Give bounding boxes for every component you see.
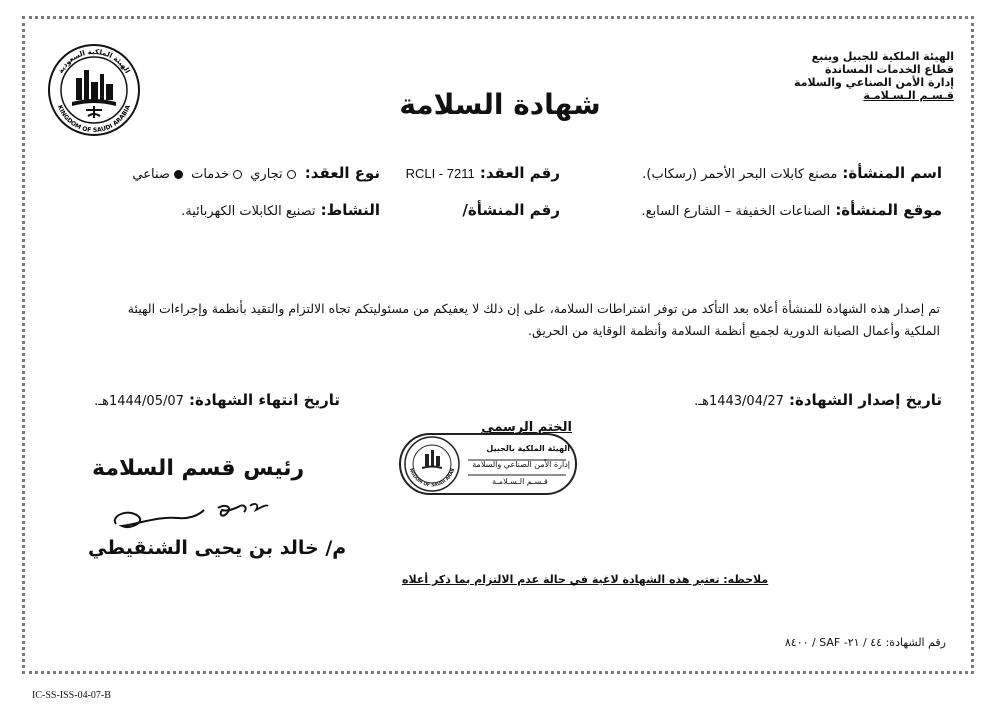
stamp-line-2: إدارة الأمن الصناعي والسلامة (472, 460, 570, 469)
contract-type-option-industrial[interactable]: صناعي (132, 167, 187, 182)
stamp-heading: الختم الرسمي (481, 420, 572, 435)
signatory-title: رئيس قسم السلامة (92, 456, 305, 481)
logo-english-ring: KINGDOM OF SAUDI ARABIA (56, 104, 132, 135)
activity-field (181, 200, 380, 219)
stamp-line-3: قـسـم الـسـلامـة (492, 477, 548, 486)
location-label: موقع المنشأة: (835, 201, 942, 219)
contract-type-label: نوع العقد: (304, 164, 380, 182)
activity-value: تصنيع الكابلات الكهربائية. (181, 204, 316, 219)
location-value: الصناعات الخفيفة – الشارع السابع. (641, 204, 831, 219)
facility-number-label: رقم المنشأة/ (462, 201, 560, 219)
official-stamp (398, 420, 578, 496)
handwritten-signature (108, 494, 278, 542)
stamp-ring-text: NGDOM OF SAUDI ARAB (407, 467, 457, 489)
authority-line-2: قطاع الخدمات المساندة (825, 63, 954, 76)
activity-label: النشاط: (320, 201, 380, 219)
body-line-2: الملكية وأعمال الصيانة الدورية لجميع أنظمة السلامة وأنظمة الوقاية من الحريق. (528, 323, 940, 338)
certificate-number-field (785, 636, 946, 649)
facility-name-value: مصنع كابلات البحر الأحمر (رسكاب). (642, 167, 838, 182)
radio-services-icon[interactable] (233, 170, 242, 179)
radio-industrial-icon[interactable] (174, 170, 183, 179)
expiry-date-label: تاريخ انتهاء الشهادة: (188, 391, 340, 409)
location-field (642, 200, 942, 219)
certificate-number-value: ٤٤ / ٢١- SAF / ٨٤٠٠ (784, 636, 883, 649)
expiry-date-value: 1444/05/07هـ. (94, 394, 184, 409)
issue-date-value: 1443/04/27هـ. (694, 394, 784, 409)
facility-name-field (642, 163, 942, 182)
authority-line-3: إدارة الأمن الصناعي والسلامة (794, 76, 954, 89)
contract-number-value: RCLI - 7211 (405, 166, 475, 181)
certificate-body (60, 298, 940, 342)
authority-line-1: الهيئة الملكية للجبيل وينبع (811, 50, 954, 63)
issue-date-field (694, 390, 942, 409)
contract-type-option-commercial[interactable]: تجاري (246, 167, 300, 182)
contract-type-option-services[interactable]: خدمات (187, 167, 246, 182)
certificate-title: شهادة السلامة (399, 88, 601, 121)
facility-number-field (462, 200, 560, 219)
form-code: IC-SS-ISS-04-07-B (32, 690, 111, 701)
contract-type-field (132, 163, 380, 182)
radio-commercial-icon[interactable] (287, 170, 296, 179)
issue-date-label: تاريخ إصدار الشهادة: (789, 391, 942, 409)
contract-number-field (406, 163, 560, 182)
contract-number-label: رقم العقد: (479, 164, 560, 182)
stamp-line-1: الهيئة الملكية بالجبيل (486, 444, 570, 453)
facility-name-label: اسم المنشأة: (842, 164, 942, 182)
body-line-1: تم إصدار هذه الشهادة للمنشأة أعلاه بعد التأكد من توفر اشتراطات السلامة، على إن ذلك لا يعفيكم من مسئوليتكم تجاه الالتزام والتقيد بأنظمة وإجراءات الهيئة (127, 301, 940, 316)
expiry-date-field (94, 390, 340, 409)
validity-note: ملاحظه: تعتبر هذه الشهادة لاغية في حالة عدم الالتزام بما ذكر أعلاه (402, 573, 769, 586)
certificate-number-label: رقم الشهادة: (885, 636, 946, 649)
authority-line-4: قـسـم الـسـلامـة (863, 89, 954, 102)
signatory-name: م/ خالد بن يحيى الشنقيطي (88, 537, 347, 559)
logo-arabic-ring: الهيئة الملكية السعودية (56, 47, 132, 75)
